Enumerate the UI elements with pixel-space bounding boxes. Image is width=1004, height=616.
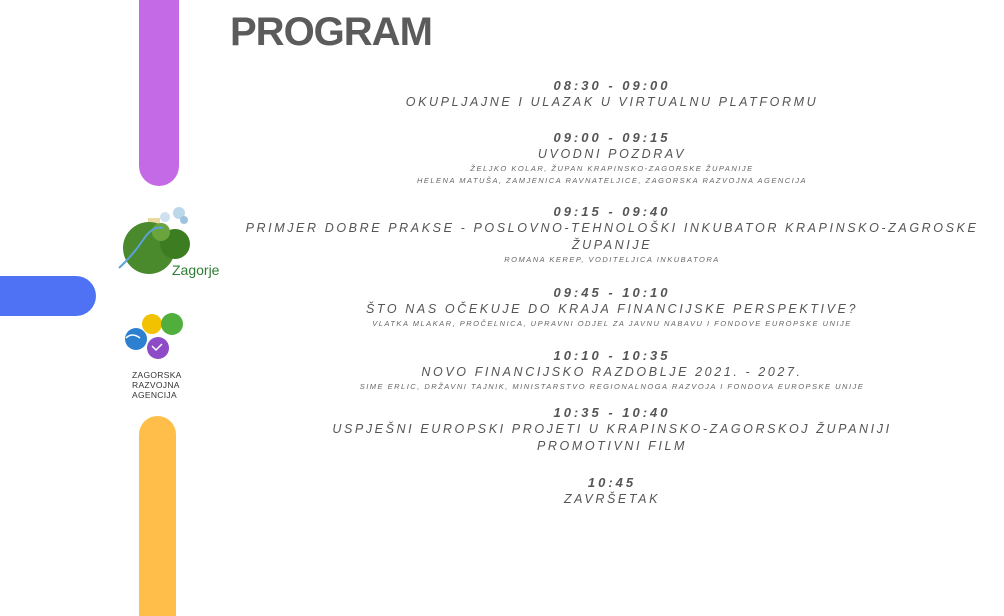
zagorje-logo-text: Zagorje	[172, 262, 220, 278]
item-time: 09:45 - 10:10	[553, 285, 671, 300]
item-time: 09:00 - 09:15	[553, 130, 671, 145]
item-speaker: ROMANA KEREP, VODITELJICA INKUBATORA	[504, 255, 720, 264]
page-title: PROGRAM	[230, 10, 432, 54]
item-speaker: ŽELJKO KOLAR, ŽUPAN KRAPINSKO-ZAGORSKE ŽUPANIJE	[470, 164, 754, 173]
agency-name	[132, 370, 212, 400]
item-speaker: SIME ERLIC, DRŽAVNI TAJNIK, MINISTARSTVO REGIONALNOGA RAZVOJA I FONDOVA EUROPSKE UNIJE	[359, 382, 865, 391]
zagorje-logo	[113, 200, 221, 282]
item-speaker: VLATKA MLAKAR, PROČELNICA, UPRAVNI ODJEL ZA JAVNU NABAVU I FONDOVE EUROPSKE UNIJE	[372, 319, 852, 328]
program-item	[232, 475, 992, 508]
agency-line: RAZVOJNA	[132, 380, 180, 390]
blue-accent-bar	[0, 276, 96, 316]
item-time: 09:15 - 09:40	[553, 204, 671, 219]
item-time: 08:30 - 09:00	[553, 78, 671, 93]
yellow-accent-bar	[139, 416, 176, 616]
program-item	[232, 204, 992, 266]
item-title: USPJEŠNI EUROPSKI PROJETI U KRAPINSKO-ZAGORSKOJ ŽUPANIJI	[332, 422, 892, 436]
item-title: NOVO FINANCIJSKO RAZDOBLJE 2021. - 2027.	[421, 365, 803, 379]
item-subtitle: PROMOTIVNI FILM	[536, 439, 688, 453]
item-title: PRIMJER DOBRE PRAKSE - POSLOVNO-TEHNOLOŠKI INKUBATOR KRAPINSKO-ZAGROSKE ŽUPANIJE	[245, 221, 979, 252]
program-item	[232, 285, 992, 330]
item-title: ŠTO NAS OČEKUJE DO KRAJA FINANCIJSKE PERSPEKTIVE?	[365, 302, 859, 316]
program-item	[232, 405, 992, 455]
program-item	[232, 348, 992, 393]
item-time: 10:45	[587, 475, 637, 490]
item-time: 10:10 - 10:35	[553, 348, 671, 363]
program-item	[232, 130, 992, 187]
program-item	[232, 78, 992, 111]
item-speaker: HELENA MATUŠA, ZAMJENICA RAVNATELJICE, ZAGORSKA RAZVOJNA AGENCIJA	[416, 176, 808, 185]
agency-line: ZAGORSKA	[132, 370, 182, 380]
agency-line: AGENCIJA	[132, 390, 177, 400]
item-title: ZAVRŠETAK	[563, 492, 661, 506]
item-time: 10:35 - 10:40	[553, 405, 671, 420]
item-title: UVODNI POZDRAV	[537, 147, 687, 161]
item-title: OKUPLJAJNE I ULAZAK U VIRTUALNU PLATFORMU	[405, 95, 819, 109]
purple-accent-bar	[139, 0, 179, 186]
